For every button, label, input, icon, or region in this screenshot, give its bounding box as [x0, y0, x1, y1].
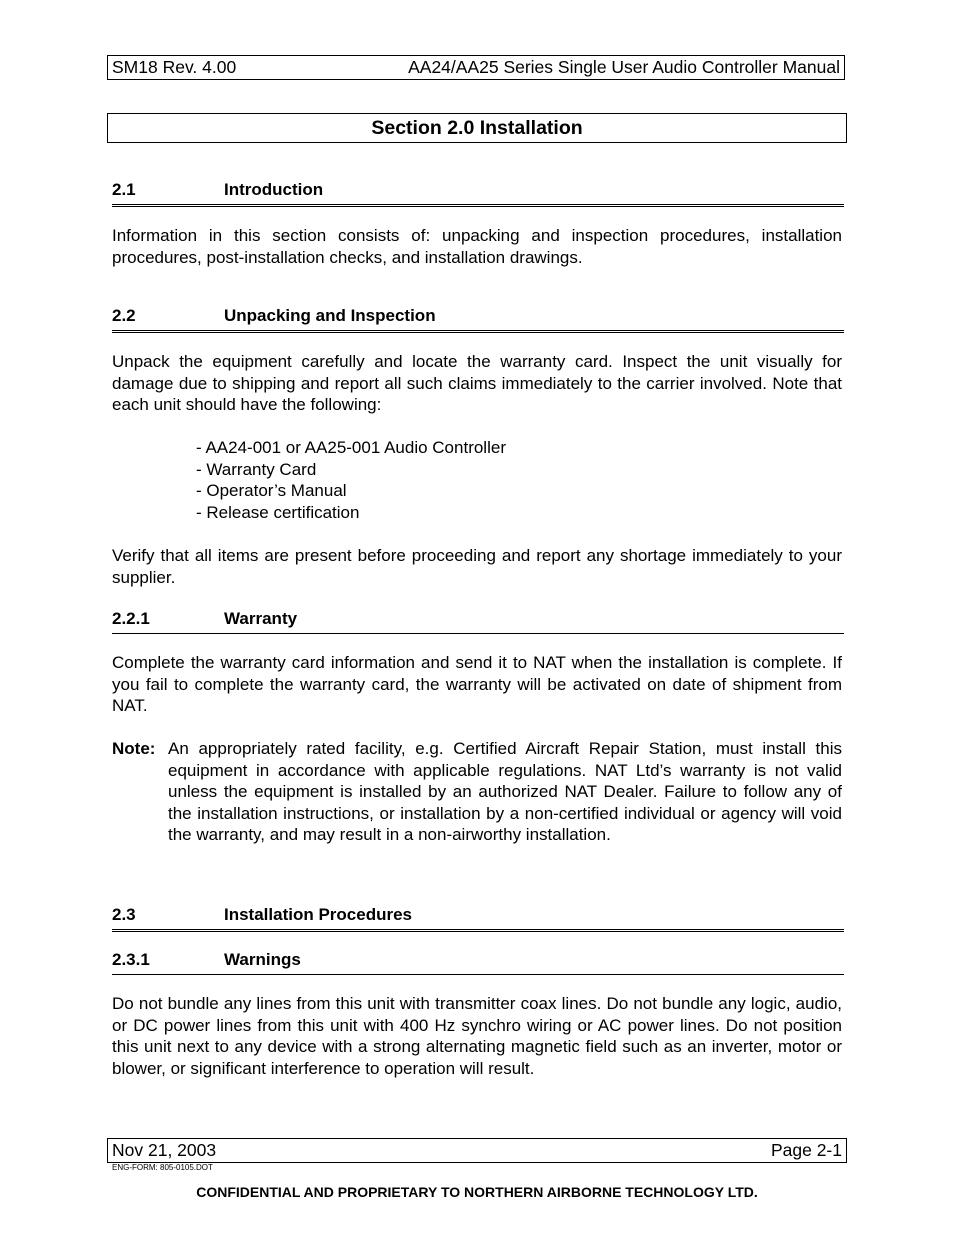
heading-number: 2.2: [112, 306, 136, 325]
heading-warnings: [112, 950, 844, 975]
list-item: - AA24-001 or AA25-001 Audio Controller: [196, 438, 506, 457]
unpacking-paragraph: Unpack the equipment carefully and locate the warranty card. Inspect the unit visually for damage due to shipping and report all such claims immediately to the carrier involved. Note that each unit should have the following:: [112, 352, 842, 414]
introduction-paragraph: Information in this section consists of: unpacking and inspection procedures, installation procedures, post-installation checks, and installation drawings.: [112, 226, 842, 267]
warranty-note: [112, 738, 842, 846]
note-label: Note:: [112, 739, 156, 758]
heading-number: 2.3.1: [112, 950, 150, 969]
warnings-paragraph: Do not bundle any lines from this unit with transmitter coax lines. Do not bundle any logic, audio, or DC power lines from this unit with 400 Hz synchro wiring or AC power lines. Do not position this unit next to any device with a strong alternating magnetic field such as an inverter, motor or blower, or significant interference to operation will result.: [112, 994, 842, 1078]
list-item: - Operator’s Manual: [196, 481, 347, 500]
heading-text: Unpacking and Inspection: [224, 306, 436, 325]
verify-paragraph: Verify that all items are present before proceeding and report any shortage immediately to your supplier.: [112, 546, 842, 587]
heading-number: 2.3: [112, 905, 136, 924]
heading-text: Warranty: [224, 609, 298, 628]
heading-unpacking: [112, 306, 844, 333]
heading-text: Introduction: [224, 180, 324, 199]
heading-number: 2.2.1: [112, 609, 150, 628]
page-header: [107, 55, 845, 80]
warranty-paragraph: Complete the warranty card information and send it to NAT when the installation is complete. If you fail to complete the warranty card, the warranty will be activated on date of shipment from NAT.: [112, 653, 842, 715]
heading-text: Installation Procedures: [224, 905, 412, 924]
heading-number: 2.1: [112, 180, 136, 199]
section-title: Section 2.0 Installation: [107, 113, 847, 143]
confidentiality-notice: CONFIDENTIAL AND PROPRIETARY TO NORTHERN AIRBORNE TECHNOLOGY LTD.: [196, 1184, 758, 1200]
heading-introduction: [112, 180, 844, 207]
list-item: - Warranty Card: [196, 459, 317, 479]
footer-page-number: Page 2-1: [770, 1140, 842, 1160]
form-code: ENG-FORM: 805-0105.DOT: [112, 1163, 213, 1172]
note-text: An appropriately rated facility, e.g. Certified Aircraft Repair Station, must install this equipment in accordance with applicable regulations. NAT Ltd’s warranty is not valid unless the equipment is installed by an authorized NAT Dealer. Failure to follow any of the installation instructions, or installation by a non-certified individual or agency will void the warranty, and may result in a non-airworthy installation.: [168, 739, 842, 844]
heading-installation-procedures: [112, 905, 844, 932]
heading-warranty: [112, 609, 844, 634]
page-footer: [107, 1138, 847, 1163]
header-revision: SM18 Rev. 4.00: [112, 57, 237, 77]
list-item: - Release certification: [196, 502, 360, 522]
contents-list: [196, 437, 506, 523]
footer-date: Nov 21, 2003: [112, 1140, 217, 1160]
heading-text: Warnings: [224, 950, 301, 969]
header-manual-title: AA24/AA25 Series Single User Audio Controller Manual: [408, 57, 840, 77]
